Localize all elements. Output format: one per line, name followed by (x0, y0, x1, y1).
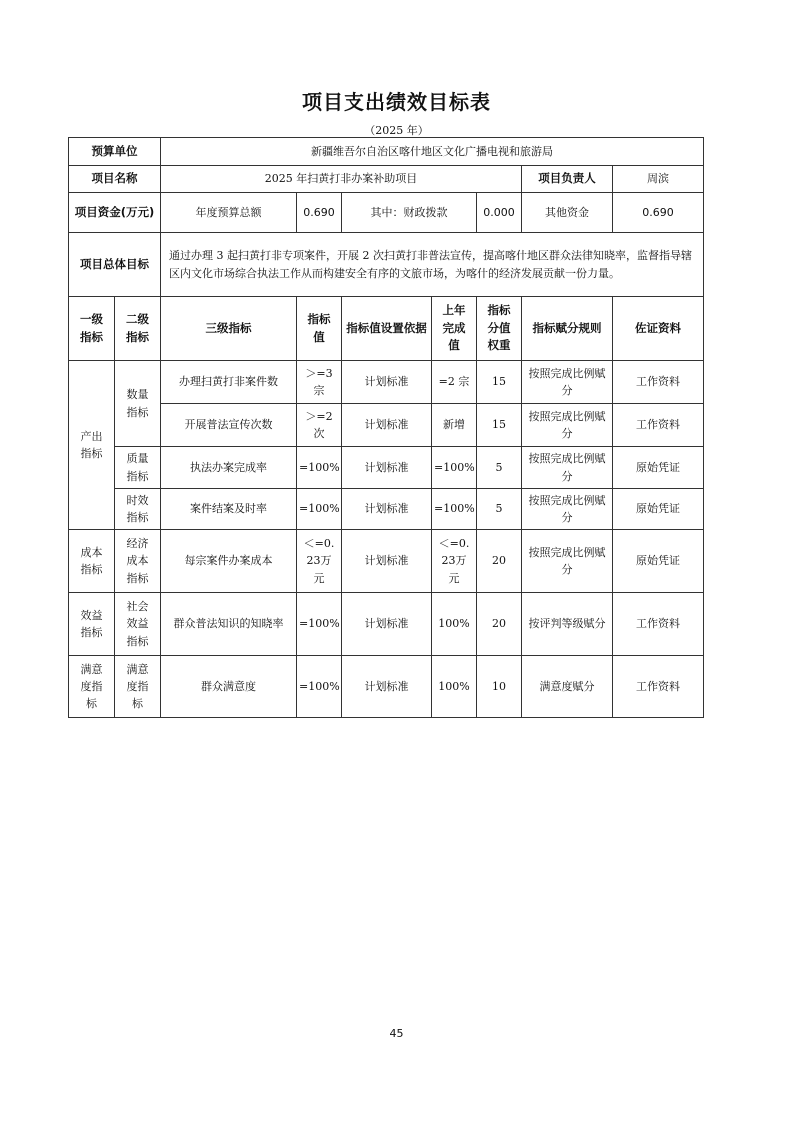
indicator-cell: 执法办案完成率 (161, 447, 297, 489)
rule-cell: 满意度赋分 (522, 656, 613, 718)
last-year-cell: =100% (432, 447, 477, 489)
goal-value: 通过办理 3 起扫黄打非专项案件，开展 2 次扫黄打非普法宣传，提高喀什地区群众法律知晓率，监督指导辖区内文化市场综合执法工作从而构建安全有序的文旅市场，为喀什的经济发展贡献一份力量。 (161, 233, 704, 297)
indicator-cell: 群众满意度 (161, 656, 297, 718)
value-cell: =100% (297, 656, 342, 718)
basis-cell: 计划标准 (342, 404, 432, 447)
budget-unit-row (69, 138, 704, 166)
rule-cell: 按照完成比例赋分 (522, 530, 613, 593)
header-rule: 指标赋分规则 (522, 297, 613, 361)
subgroup-timeliness: 时效指标 (115, 489, 161, 530)
basis-cell: 计划标准 (342, 489, 432, 530)
rule-cell: 按照完成比例赋分 (522, 404, 613, 447)
indicator-cell: 群众普法知识的知晓率 (161, 593, 297, 656)
indicator-cell: 每宗案件办案成本 (161, 530, 297, 593)
last-year-cell: 100% (432, 593, 477, 656)
value-cell: =100% (297, 489, 342, 530)
weight-cell: 15 (477, 361, 522, 404)
header-weight: 指标分值权重 (477, 297, 522, 361)
basis-cell: 计划标准 (342, 656, 432, 718)
weight-cell: 15 (477, 404, 522, 447)
table-row (69, 361, 704, 404)
header-level3: 三级指标 (161, 297, 297, 361)
year-label: （2025 年） (364, 124, 429, 137)
basis-cell: 计划标准 (342, 361, 432, 404)
weight-cell: 20 (477, 593, 522, 656)
goal-row (69, 233, 704, 297)
evidence-cell: 原始凭证 (613, 530, 704, 593)
header-last-year: 上年完成值 (432, 297, 477, 361)
other-funds-label: 其他资金 (522, 193, 613, 233)
budget-unit-value: 新疆维吾尔自治区喀什地区文化广播电视和旅游局 (161, 138, 704, 166)
funds-row (69, 193, 704, 233)
rule-cell: 按照完成比例赋分 (522, 447, 613, 489)
weight-cell: 5 (477, 447, 522, 489)
weight-cell: 5 (477, 489, 522, 530)
group-output: 产出指标 (69, 361, 115, 530)
indicator-cell: 办理扫黄打非案件数 (161, 361, 297, 404)
fiscal-value: 0.000 (477, 193, 522, 233)
group-benefit: 效益指标 (69, 593, 115, 656)
last-year-cell: =100% (432, 489, 477, 530)
project-lead-label: 项目负责人 (522, 166, 613, 193)
project-name-row (69, 166, 704, 193)
value-cell: ＜=0.23万元 (297, 530, 342, 593)
group-cost: 成本指标 (69, 530, 115, 593)
funds-label: 项目资金(万元) (69, 193, 161, 233)
last-year-cell: ＜=0.23万元 (432, 530, 477, 593)
performance-table (68, 137, 704, 718)
indicator-cell: 开展普法宣传次数 (161, 404, 297, 447)
subgroup-quantity: 数量指标 (115, 361, 161, 447)
evidence-cell: 原始凭证 (613, 489, 704, 530)
subgroup-quality: 质量指标 (115, 447, 161, 489)
table-row (69, 656, 704, 718)
last-year-cell: 新增 (432, 404, 477, 447)
budget-unit-label: 预算单位 (69, 138, 161, 166)
header-level2: 二级指标 (115, 297, 161, 361)
table-row (69, 593, 704, 656)
subgroup-economic-cost: 经济成本指标 (115, 530, 161, 593)
project-name-value: 2025 年扫黄打非办案补助项目 (161, 166, 522, 193)
evidence-cell: 工作资料 (613, 656, 704, 718)
goal-label: 项目总体目标 (69, 233, 161, 297)
header-level1: 一级指标 (69, 297, 115, 361)
value-cell: =100% (297, 593, 342, 656)
annual-budget-label: 年度预算总额 (161, 193, 297, 233)
value-cell: ＞=3宗 (297, 361, 342, 404)
rule-cell: 按照完成比例赋分 (522, 489, 613, 530)
page-title: 项目支出绩效目标表 (302, 90, 491, 114)
evidence-cell: 原始凭证 (613, 447, 704, 489)
header-evidence: 佐证资料 (613, 297, 704, 361)
last-year-cell: =2 宗 (432, 361, 477, 404)
evidence-cell: 工作资料 (613, 404, 704, 447)
table-row (69, 489, 704, 530)
basis-cell: 计划标准 (342, 593, 432, 656)
subgroup-social-benefit: 社会效益指标 (115, 593, 161, 656)
page-number: 45 (389, 1027, 404, 1040)
table-row (69, 530, 704, 593)
table-row (69, 447, 704, 489)
weight-cell: 10 (477, 656, 522, 718)
last-year-cell: 100% (432, 656, 477, 718)
other-funds-value: 0.690 (613, 193, 704, 233)
subgroup-satisfaction: 满意度指标 (115, 656, 161, 718)
value-cell: ＞=2次 (297, 404, 342, 447)
fiscal-label: 其中：财政拨款 (342, 193, 477, 233)
weight-cell: 20 (477, 530, 522, 593)
evidence-cell: 工作资料 (613, 361, 704, 404)
evidence-cell: 工作资料 (613, 593, 704, 656)
value-cell: =100% (297, 447, 342, 489)
basis-cell: 计划标准 (342, 530, 432, 593)
project-name-label: 项目名称 (69, 166, 161, 193)
basis-cell: 计划标准 (342, 447, 432, 489)
indicator-cell: 案件结案及时率 (161, 489, 297, 530)
table-row (69, 404, 704, 447)
rule-cell: 按评判等级赋分 (522, 593, 613, 656)
header-basis: 指标值设置依据 (342, 297, 432, 361)
header-value: 指标值 (297, 297, 342, 361)
rule-cell: 按照完成比例赋分 (522, 361, 613, 404)
header-row (69, 297, 704, 361)
project-lead-value: 周滨 (613, 166, 704, 193)
group-satisfaction: 满意度指标 (69, 656, 115, 718)
annual-budget-value: 0.690 (297, 193, 342, 233)
